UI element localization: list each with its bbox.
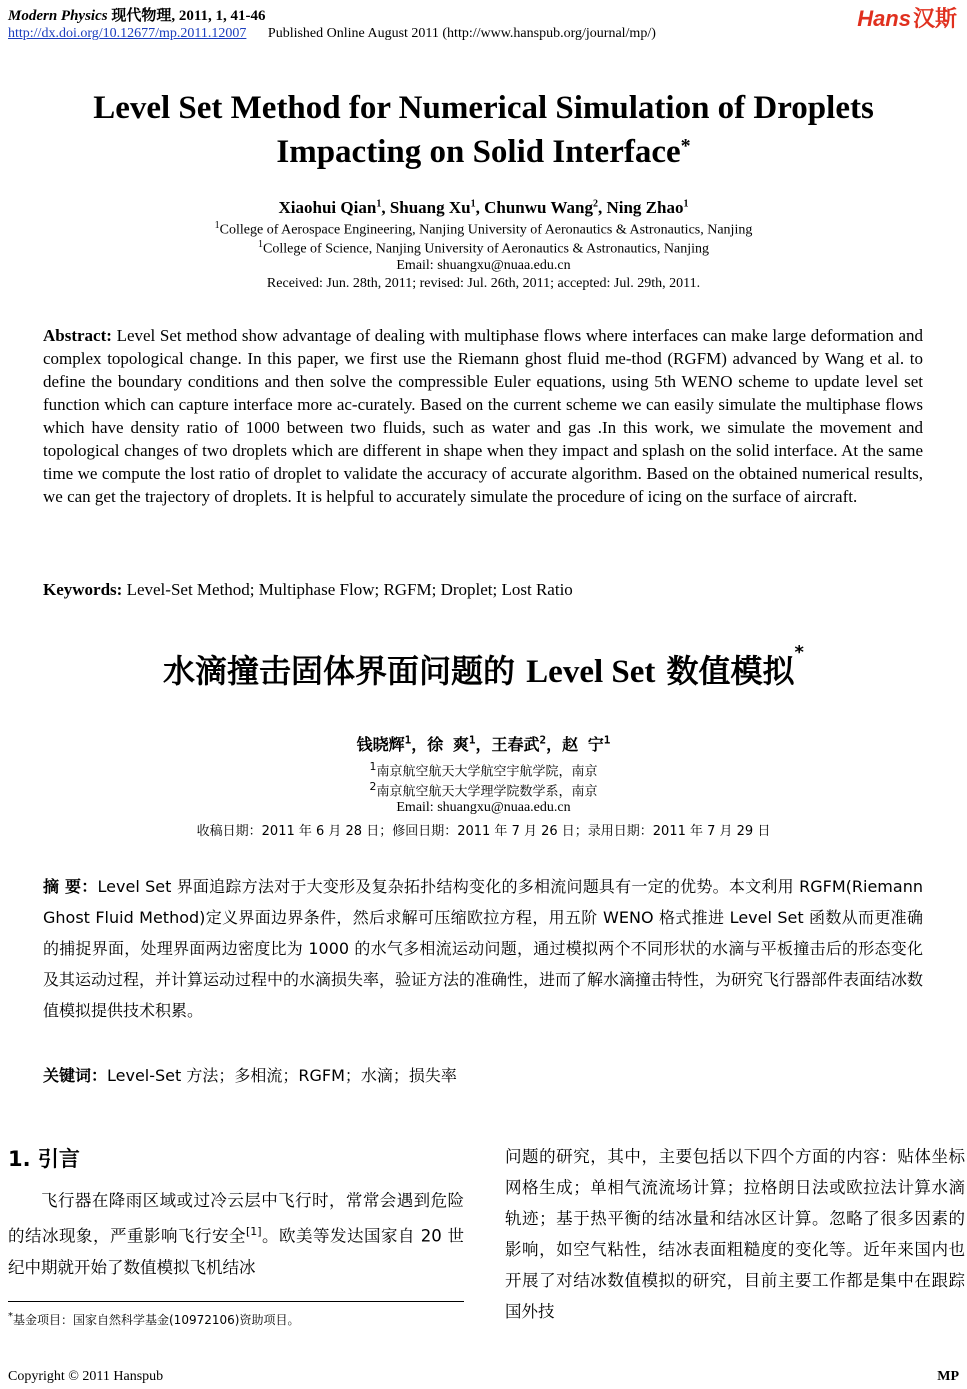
author-affiliation-mark: 2	[592, 198, 598, 210]
author-separator: ，	[411, 735, 428, 754]
title-line-2: Impacting on Solid Interface*	[276, 134, 691, 170]
author-name: 钱晓辉	[356, 735, 405, 754]
keywords-en	[43, 580, 923, 600]
author-separator: ，	[475, 735, 492, 754]
author-separator: ,	[597, 198, 607, 217]
author-separator: ,	[381, 198, 390, 217]
copyright: Copyright © 2011 Hanspub	[8, 1369, 164, 1384]
abstract-text: Level Set method show advantage of dealing with multiphase flows where interfaces can make large deformation and complex topological change. In this paper, we first use the Riemann ghost fluid me-thod (RGFM) advanced by Wang et al. to define the boundary conditions and then solve the compressible Euler equations, using 5th WENO scheme to update level set function which can capture interface more ac-curately. Based on the current scheme we can easily simulate the multiphase flows which have density ratio of 1000 between two fluids, such as water and gas .In this work, we simulate the movement and topological changes of two droplets which are different in shape when they impact and splash on the solid interface. At the same time we compute the lost ratio of droplet to validate the accuracy of accurate algorithm. Based on the obtained numerical results, we can get the trajectory of droplets. It is helpful to accurately simulate the procedure of icing on the surface of aircraft.	[43, 326, 923, 506]
author-separator: ，	[546, 735, 563, 754]
author-separator: ,	[475, 198, 485, 217]
journal-abbr: MP	[937, 1369, 959, 1384]
doi-line	[8, 26, 656, 42]
volume-info: , 2011, 1, 41-46	[171, 8, 266, 24]
author-name: Chunwu Wang	[484, 198, 593, 217]
keywords-label: Keywords:	[43, 580, 123, 599]
paper-title-en	[0, 86, 967, 174]
keywords-text: Level-Set Method; Multiphase Flow; RGFM; Droplet; Lost Ratio	[126, 580, 573, 599]
abstract-en	[43, 324, 923, 508]
author-name: 王春武	[491, 735, 540, 754]
journal-name: Modern Physics	[8, 8, 108, 24]
author-name: 赵 宁	[562, 735, 604, 754]
dates-cn: 收稿日期：2011 年 6 月 28 日；修回日期：2011 年 7 月 26 日；录用日期：2011 年 7 月 29 日	[196, 824, 771, 839]
author-name: Shuang Xu	[389, 198, 471, 217]
author-list-en	[0, 198, 967, 218]
section-heading-intro: 1. 引言	[8, 1147, 80, 1171]
body-left-column: 飞行器在降雨区域或过冷云层中飞行时，常常会遇到危险的结冰现象，严重影响飞行安全[1]。欧美等发达国家自 20 世纪中期就开始了数值模拟飞机结冰	[8, 1191, 464, 1277]
journal-header	[8, 4, 266, 25]
title-line-1: Level Set Method for Numerical Simulation of Droplets	[93, 90, 874, 126]
author-affiliation-mark: 2	[539, 733, 547, 747]
abstract-label-cn: 摘 要：	[43, 877, 98, 896]
footnote-divider	[8, 1301, 464, 1302]
abstract-cn	[43, 871, 923, 1026]
doi-link[interactable]: http://dx.doi.org/10.12677/mp.2011.12007	[8, 26, 247, 41]
title-footnote-mark: *	[680, 135, 691, 157]
affiliation-1: $^1$College of Aerospace Engineering, Nanjing University of Aeronautics & Astronautics, Nanjing	[214, 220, 753, 238]
email-en: Email: shuangxu@nuaa.edu.cn	[396, 258, 571, 273]
citation-ref[interactable]: [1]	[245, 1225, 262, 1238]
affiliation-cn-1: $^1$南京航空航天大学航空宇航学院，南京	[369, 760, 598, 780]
keywords-cn	[43, 1063, 457, 1086]
abstract-label: Abstract:	[43, 326, 112, 345]
paper-title-cn: 水滴撞击固体界面问题的 Level Set 数值模拟*	[163, 642, 804, 690]
author-name: Xiaohui Qian	[278, 198, 377, 217]
email-cn: Email: shuangxu@nuaa.edu.cn	[396, 800, 571, 815]
author-affiliation-mark: 1	[404, 733, 412, 747]
body-right-column: 问题的研究，其中，主要包括以下四个方面的内容：贴体坐标网格生成；单相气流流场计算；拉格朗日法或欧拉法计算水滴轨迹；基于热平衡的结冰量和结冰区计算。忽略了很多因素的影响，如空气粘性，结冰表面粗糙度的变化等。近年来国内也开展了对结冰数值模拟的研究，目前主要工作都是集中在跟踪国外技	[505, 1147, 965, 1321]
author-list-cn	[0, 732, 967, 755]
logo-text: Hans	[857, 6, 911, 31]
author-affiliation-mark: 1	[468, 733, 476, 747]
author-name: 徐 爽	[427, 735, 469, 754]
received-dates: Received: Jun. 28th, 2011; revised: Jul. 26th, 2011; accepted: Jul. 29th, 2011.	[266, 276, 701, 291]
abstract-text-cn: Level Set 界面追踪方法对于大变形及复杂拓扑结构变化的多相流问题具有一定的优势。本文利用 RGFM(Riemann Ghost Fluid Method)定义界面边界条件，然后求解可压缩欧拉方程，用五阶 WENO 格式推进 Level Set 函数从而更准确的捕捉界面，处理界面两边密度比为 1000 的水气多相流运动问题，通过模拟两个不同形状的水滴与平板撞击后的形态变化及其运动过程，并计算运动过程中的水滴损失率，验证方法的准确性，进而了解水滴撞击特性，为研究飞行器部件表面结冰数值模拟提供技术积累。	[43, 877, 924, 1020]
affiliation-2: $^1$College of Science, Nanjing University of Aeronautics & Astronautics, Nanjing	[258, 239, 709, 257]
journal-name-cn: 现代物理	[111, 8, 172, 24]
keywords-text-cn: Level-Set 方法；多相流；RGFM；水滴；损失率	[107, 1066, 457, 1085]
author-affiliation-mark: 1	[376, 198, 382, 210]
hans-logo	[857, 2, 957, 33]
affiliation-cn-2: $^2$南京航空航天大学理学院数学系，南京	[369, 780, 598, 800]
logo-cn: 汉斯	[912, 6, 957, 31]
author-affiliation-mark: 1	[603, 733, 611, 747]
author-affiliation-mark: 1	[470, 198, 476, 210]
author-affiliation-mark: 1	[683, 198, 689, 210]
footnote: *基金项目：国家自然科学基金(10972106)资助项目。	[8, 1311, 300, 1327]
author-name: Ning Zhao	[606, 198, 684, 217]
keywords-label-cn: 关键词：	[43, 1066, 108, 1085]
published-info: Published Online August 2011 (http://www.hanspub.org/journal/mp/)	[267, 26, 656, 41]
